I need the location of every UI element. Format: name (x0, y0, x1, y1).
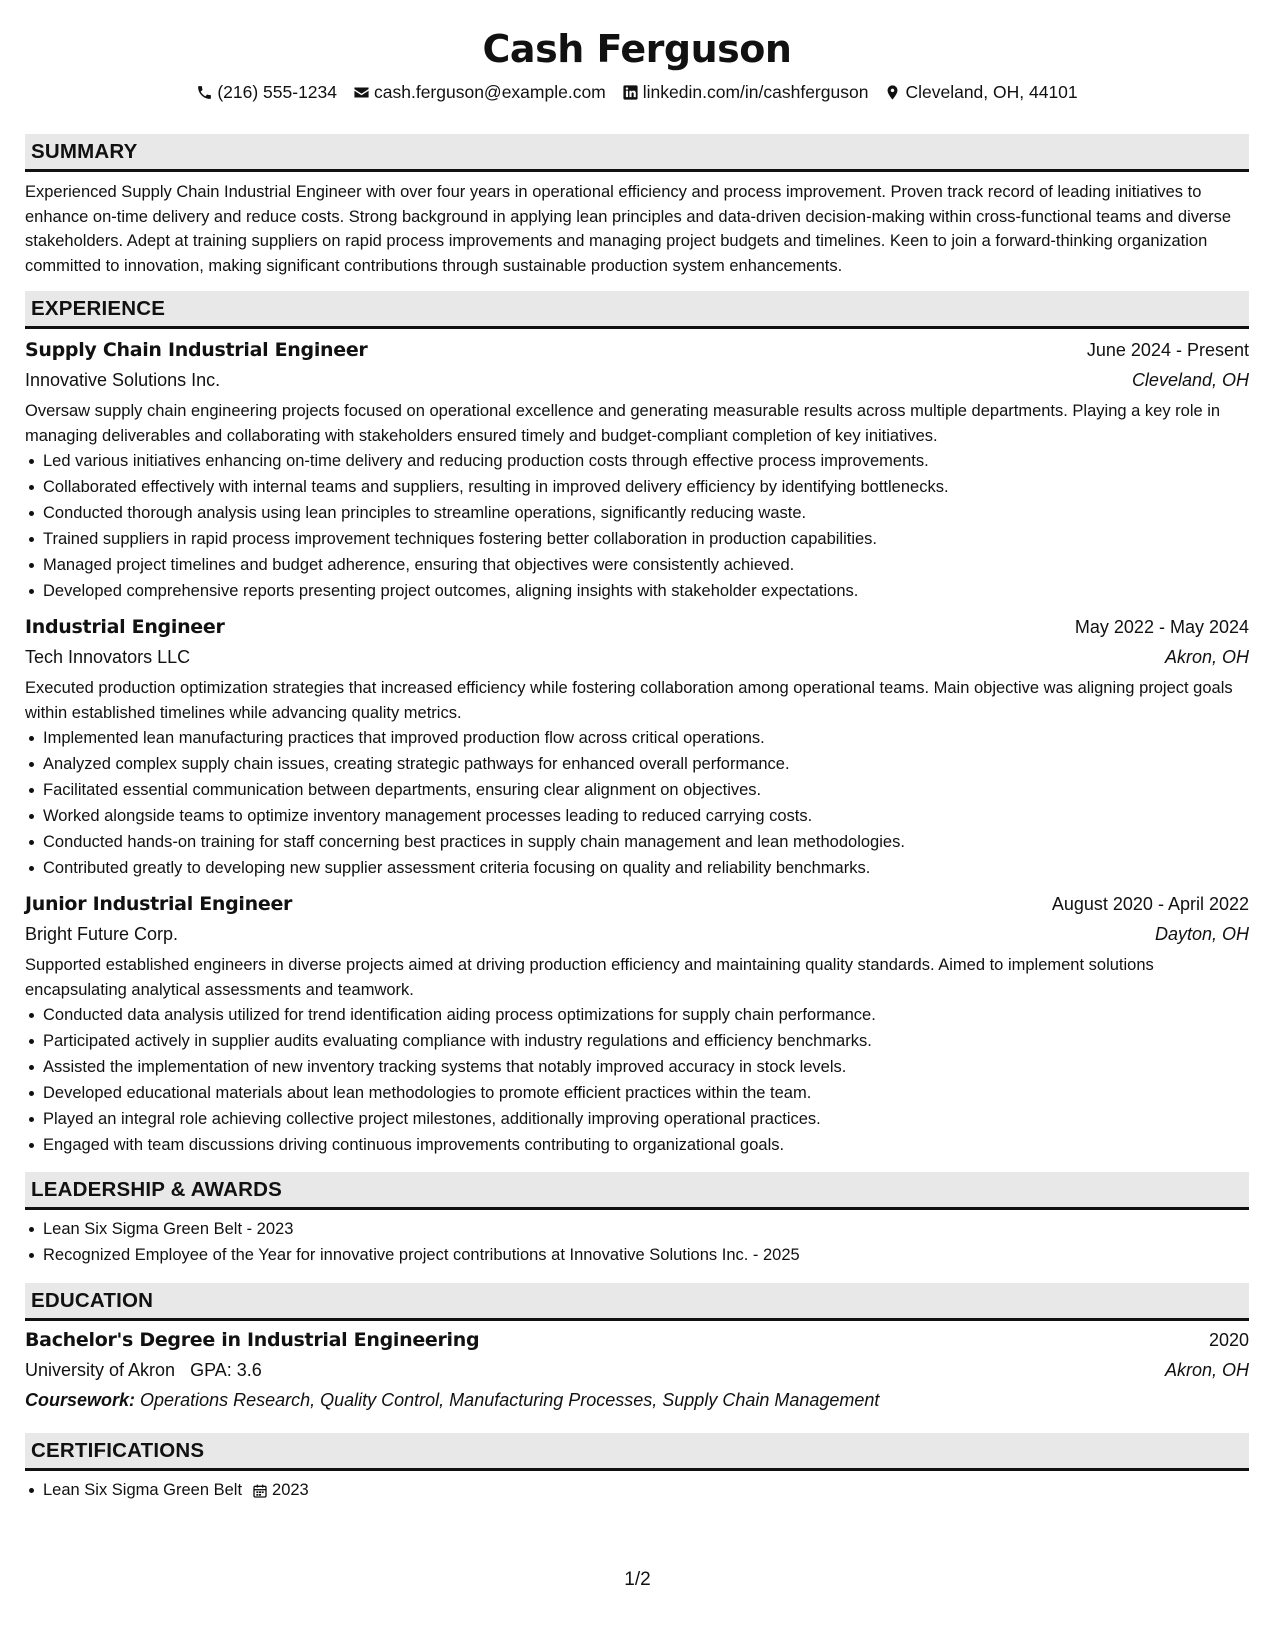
school-location: Akron, OH (1164, 1360, 1249, 1380)
certification-year: 2023 (272, 1481, 309, 1499)
section-heading-summary: SUMMARY (25, 134, 1249, 172)
list-item: Collaborated effectively with internal teams and suppliers, resulting in improved delivery efficiency by identifying bottlenecks. (25, 474, 1249, 500)
calendar-icon (252, 1483, 268, 1499)
list-item: Developed educational materials about lean methodologies to promote efficient practices within the team. (25, 1080, 1249, 1106)
job-dates: May 2022 - May 2024 (1074, 617, 1249, 637)
job-location: Dayton, OH (1154, 924, 1249, 944)
job-description: Executed production optimization strategies that increased efficiency while fostering collaboration among operational teams. Main objective was aligning project goals within established timelines while advancing quality metrics. (25, 679, 1233, 722)
list-item: Conducted thorough analysis using lean principles to streamline operations, significantly reducing waste. (25, 500, 1249, 526)
job-description: Oversaw supply chain engineering projects focused on operational excellence and generating measurable results across multiple departments. Playing a key role in managing deliverables and collaborating with stakeholders ensured timely and budget-compliant completion of key initiatives. (25, 402, 1221, 445)
education-section (25, 1283, 1249, 1415)
summary-section (25, 134, 1249, 278)
contact-location (884, 80, 1077, 104)
list-item: Engaged with team discussions driving continuous improvements contributing to organizational goals. (25, 1132, 1249, 1158)
linkedin-text: linkedin.com/in/cashferguson (642, 82, 869, 102)
list-item: Implemented lean manufacturing practices that improved production flow across critical operations. (25, 725, 1249, 751)
job-title: Junior Industrial Engineer (25, 893, 293, 915)
degree-title: Bachelor's Degree in Industrial Engineering (25, 1329, 480, 1351)
list-item: Conducted data analysis utilized for trend identification aiding process optimizations for supply chain performance. (25, 1002, 1249, 1028)
list-item: Assisted the implementation of new inventory tracking systems that notably improved accuracy in stock levels. (25, 1054, 1249, 1080)
list-item: Contributed greatly to developing new supplier assessment criteria focusing on quality and reliability benchmarks. (25, 855, 1249, 881)
job-location: Cleveland, OH (1131, 370, 1249, 390)
list-item (25, 1477, 1249, 1503)
certifications-list (25, 1477, 1249, 1503)
map-pin-icon (884, 84, 901, 101)
contact-email[interactable] (353, 80, 606, 104)
list-item: Played an integral role achieving collective project milestones, additionally improving operational practices. (25, 1106, 1249, 1132)
resume-page (25, 0, 1249, 1503)
list-item: Managed project timelines and budget adherence, ensuring that objectives were consistently achieved. (25, 552, 1249, 578)
list-item: Worked alongside teams to optimize inventory management processes leading to reduced carrying costs. (25, 803, 1249, 829)
list-item: Recognized Employee of the Year for innovative project contributions at Innovative Solutions Inc. - 2025 (25, 1242, 1249, 1268)
leadership-list (25, 1216, 1249, 1268)
job-description: Supported established engineers in diverse projects aimed at driving production efficiency and maintaining quality standards. Aimed to implement solutions encapsulating analytical assessments and teamwork. (25, 956, 1154, 999)
coursework-text: Operations Research, Quality Control, Manufacturing Processes, Supply Chain Management (140, 1390, 880, 1410)
coursework (25, 1385, 1249, 1415)
job-company: Innovative Solutions Inc. (25, 370, 221, 390)
leadership-section (25, 1172, 1249, 1268)
certification-name: Lean Six Sigma Green Belt (43, 1481, 243, 1499)
job-dates: June 2024 - Present (1086, 340, 1249, 360)
list-item: Conducted hands-on training for staff concerning best practices in supply chain management and lean methodologies. (25, 829, 1249, 855)
certifications-section (25, 1433, 1249, 1503)
linkedin-icon (622, 84, 639, 101)
list-item: Trained suppliers in rapid process improvement techniques fostering better collaboration in production capabilities. (25, 526, 1249, 552)
job-entry (25, 335, 1249, 604)
contact-linkedin[interactable] (622, 80, 869, 104)
list-item: Lean Six Sigma Green Belt - 2023 (25, 1216, 1249, 1242)
gpa: GPA: 3.6 (190, 1360, 262, 1380)
section-heading-experience: EXPERIENCE (25, 291, 1249, 329)
summary-text: Experienced Supply Chain Industrial Engineer with over four years in operational efficiency and process improvement. Proven track record of leading initiatives to enhance on-time delivery and reduce costs. Strong background in applying lean principles and data-driven decision-making within cross-functional teams and diverse stakeholders. Adept at training suppliers on rapid process improvements and managing project budgets and timelines. Keen to join a forward-thinking organization committed to innovation, making significant contributions through sustainable production system enhancements. (25, 183, 1232, 275)
job-title: Industrial Engineer (25, 616, 225, 638)
graduation-year: 2020 (1208, 1330, 1249, 1350)
list-item: Participated actively in supplier audits evaluating compliance with industry regulations and efficiency benchmarks. (25, 1028, 1249, 1054)
job-title: Supply Chain Industrial Engineer (25, 339, 368, 361)
phone-text: (216) 555-1234 (217, 82, 337, 102)
job-entry (25, 889, 1249, 1158)
envelope-icon (353, 84, 370, 101)
list-item: Analyzed complex supply chain issues, creating strategic pathways for enhanced overall performance. (25, 751, 1249, 777)
section-heading-certifications: CERTIFICATIONS (25, 1433, 1249, 1471)
job-entry (25, 612, 1249, 881)
job-dates: August 2020 - April 2022 (1051, 894, 1249, 914)
job-company: Tech Innovators LLC (25, 647, 191, 667)
contact-bar (25, 80, 1249, 104)
coursework-label: Coursework: (25, 1390, 136, 1410)
job-location: Akron, OH (1164, 647, 1249, 667)
experience-section (25, 291, 1249, 1158)
list-item: Led various initiatives enhancing on-time delivery and reducing production costs through effective process improvements. (25, 448, 1249, 474)
job-bullets (25, 725, 1249, 881)
phone-icon (196, 84, 213, 101)
candidate-name: Cash Ferguson (482, 27, 792, 71)
contact-phone[interactable] (196, 80, 337, 104)
job-bullets (25, 1002, 1249, 1158)
section-heading-leadership: LEADERSHIP & AWARDS (25, 1172, 1249, 1210)
school-name: University of Akron (25, 1360, 176, 1380)
list-item: Developed comprehensive reports presenting project outcomes, aligning insights with stakeholder expectations. (25, 578, 1249, 604)
job-bullets (25, 448, 1249, 604)
page-number: 1/2 (624, 1569, 651, 1590)
section-heading-education: EDUCATION (25, 1283, 1249, 1321)
job-company: Bright Future Corp. (25, 924, 179, 944)
list-item: Facilitated essential communication between departments, ensuring clear alignment on objectives. (25, 777, 1249, 803)
location-text: Cleveland, OH, 44101 (905, 82, 1078, 102)
email-text: cash.ferguson@example.com (374, 82, 606, 102)
